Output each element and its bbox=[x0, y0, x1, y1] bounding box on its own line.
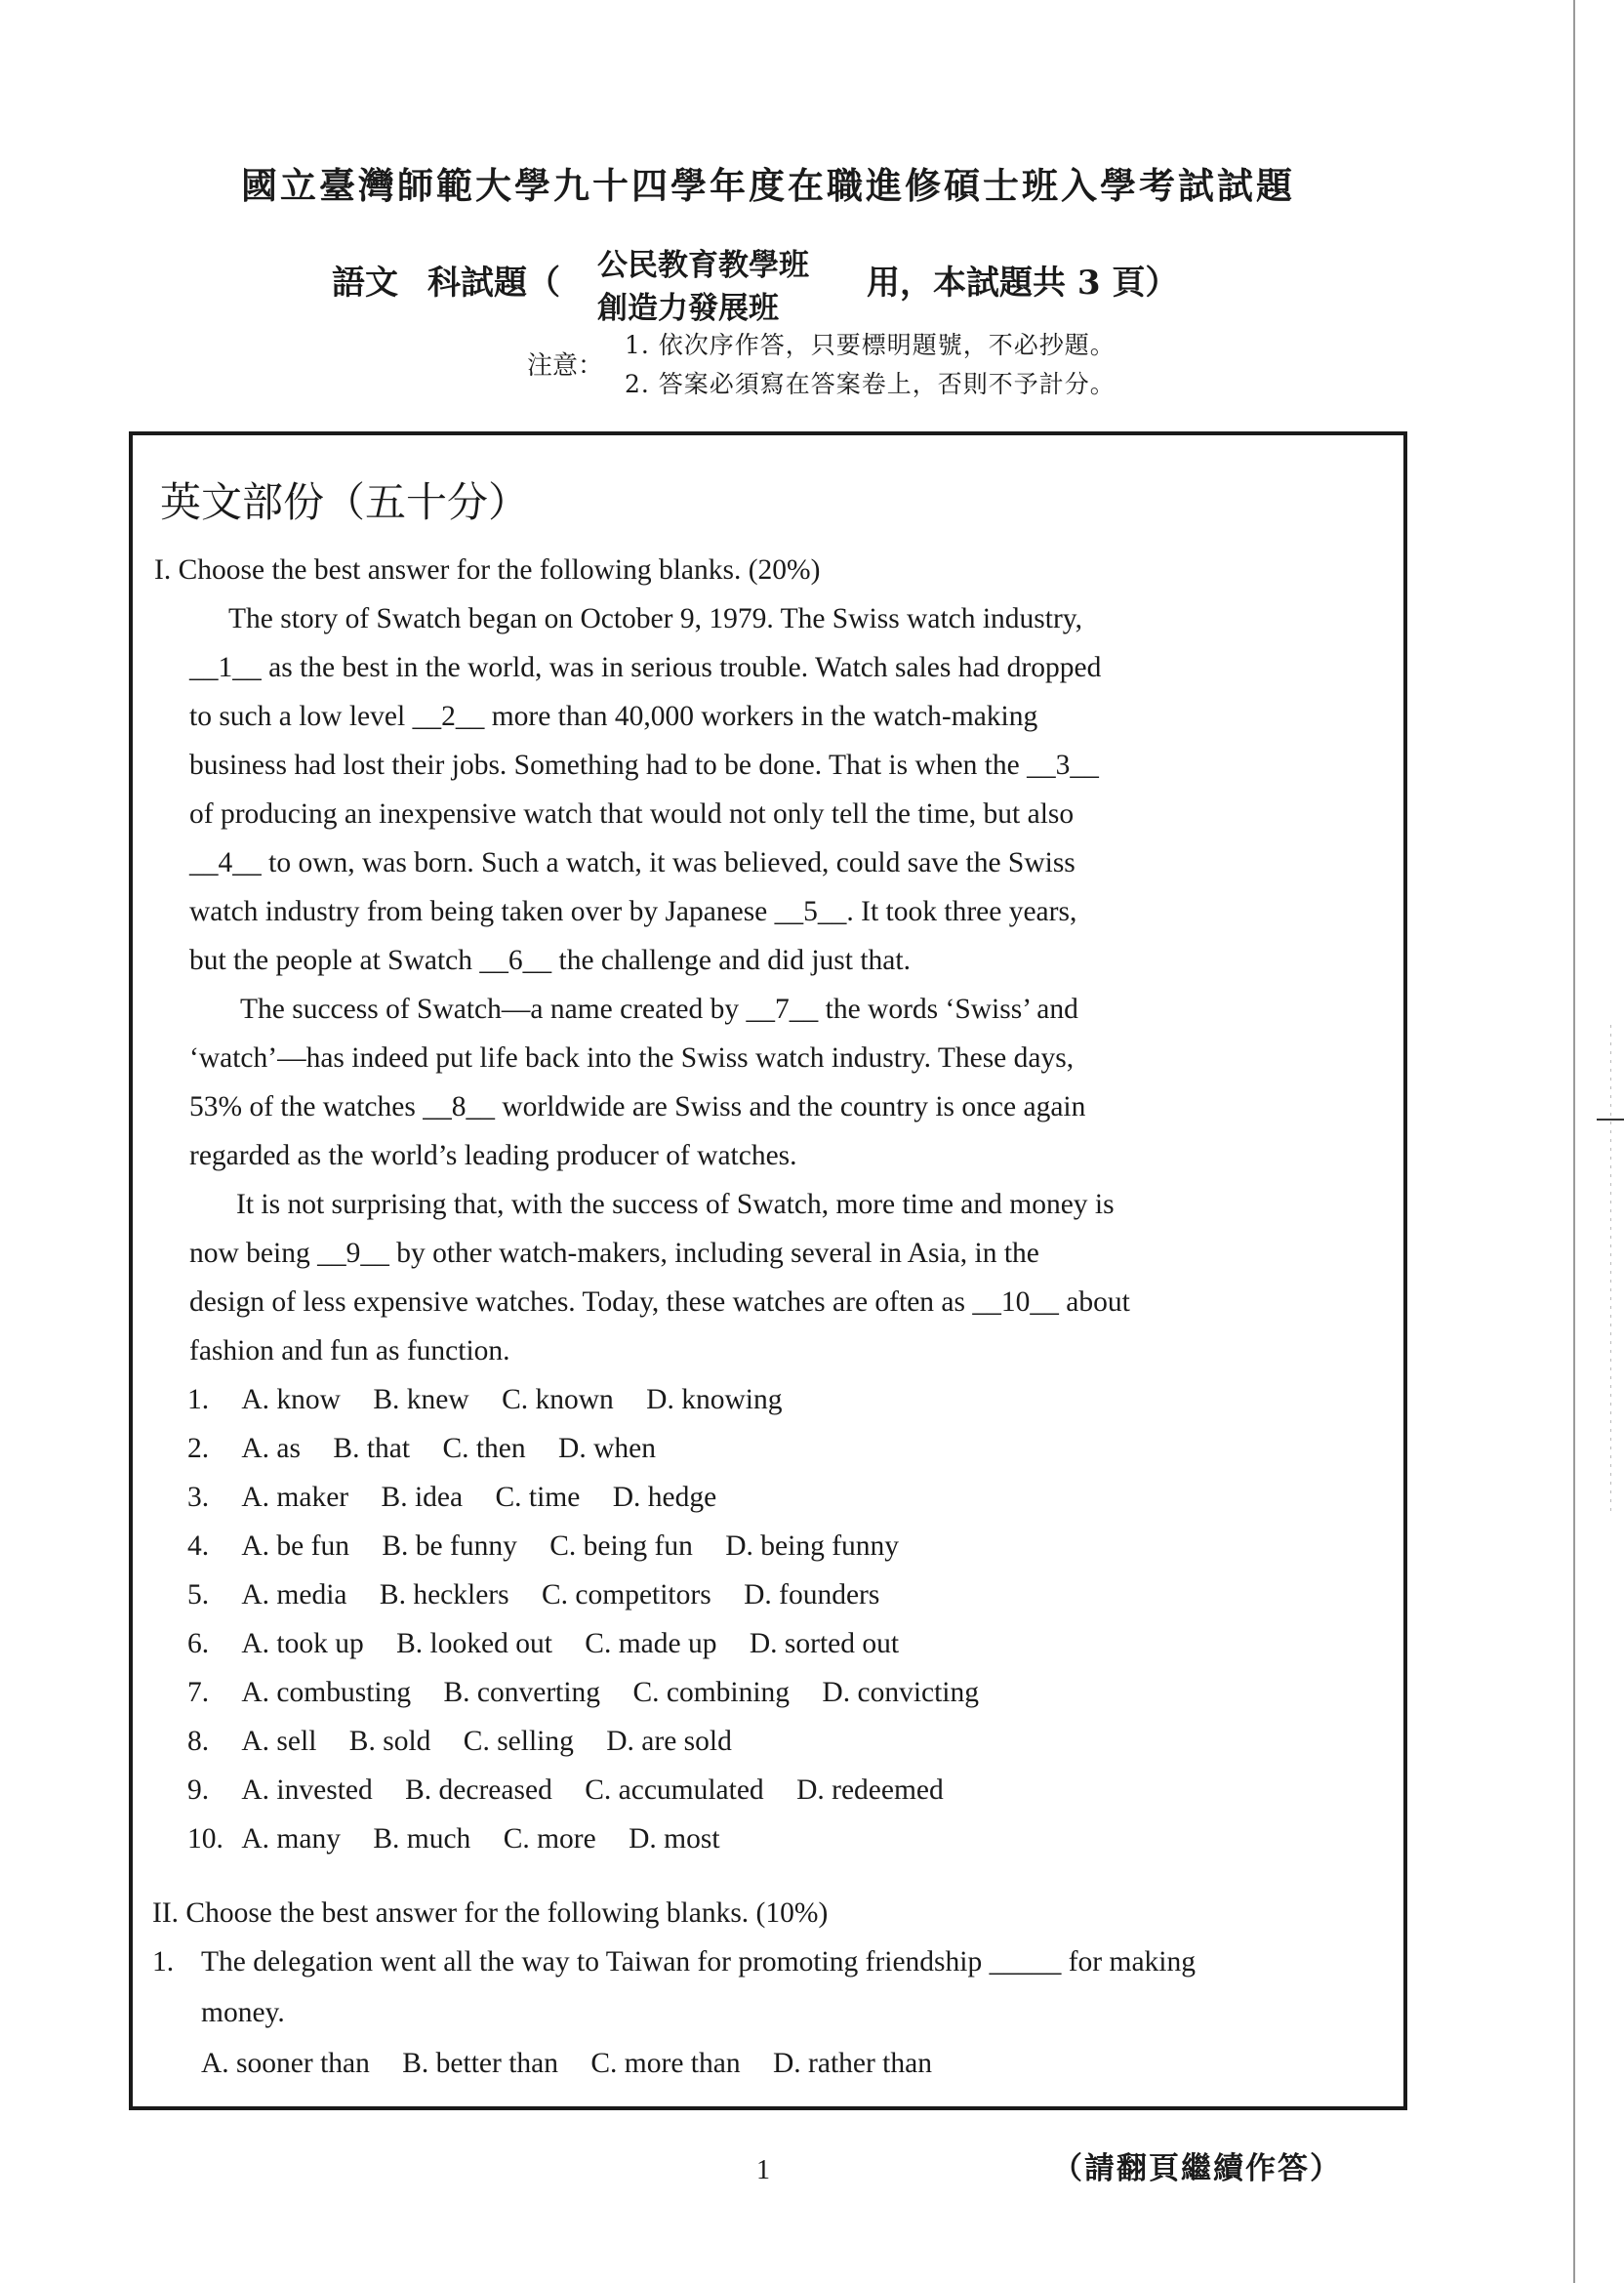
exam-title: 國立臺灣師範大學九十四學年度在職進修碩士班入學考試試題 bbox=[241, 164, 1295, 207]
option-b: B. decreased bbox=[405, 1774, 552, 1806]
passage-line: now being __9__ by other watch-makers, including several in Asia, in the bbox=[189, 1238, 1039, 1269]
option-a: A. combusting bbox=[241, 1677, 412, 1708]
option-c: C. being fun bbox=[549, 1530, 693, 1562]
question-row bbox=[187, 1823, 746, 1855]
question-row bbox=[187, 1384, 807, 1416]
section-heading: 英文部份（五十分） bbox=[160, 478, 530, 526]
question-number: 6. bbox=[187, 1628, 210, 1659]
passage-line: __4__ to own, was born. Such a watch, it was believed, could save the Swiss bbox=[189, 847, 1076, 878]
option-d: D. when bbox=[558, 1433, 656, 1464]
option-a: A. sell bbox=[241, 1726, 317, 1757]
passage-line: 53% of the watches __8__ worldwide are Swiss and the country is once again bbox=[189, 1091, 1086, 1122]
option-c: C. more than bbox=[590, 2048, 741, 2079]
part2-instruction: II. Choose the best answer for the following blanks. (10%) bbox=[152, 1897, 829, 1929]
subject-prefix: 科試題（ bbox=[427, 264, 560, 303]
question-number: 4. bbox=[187, 1530, 210, 1562]
passage-line: business had lost their jobs. Something had to be done. That is when the __3__ bbox=[189, 750, 1099, 781]
passage-line: It is not surprising that, with the success of Swatch, more time and money is bbox=[236, 1189, 1115, 1220]
option-d: D. knowing bbox=[646, 1384, 783, 1415]
option-c: C. time bbox=[495, 1482, 581, 1513]
notes-label: 注意： bbox=[527, 351, 604, 381]
question-row bbox=[187, 1726, 757, 1758]
page-number: 1 bbox=[756, 2155, 770, 2185]
option-a: A. know bbox=[241, 1384, 341, 1415]
continue-note: （請翻頁繼續作答） bbox=[1052, 2151, 1342, 2186]
question-row bbox=[187, 1628, 924, 1660]
note-item: 1. 依次序作答，只要標明題號，不必抄題。 bbox=[625, 331, 1116, 359]
option-c: C. more bbox=[503, 1823, 596, 1855]
class-name-2: 創造力發展班 bbox=[597, 291, 779, 326]
option-a: A. many bbox=[241, 1823, 341, 1855]
question-number: 7. bbox=[187, 1677, 210, 1708]
question-number: 9. bbox=[187, 1774, 210, 1806]
scan-edge-line bbox=[1573, 0, 1575, 2283]
option-d: D. convicting bbox=[822, 1677, 980, 1708]
passage-line: regarded as the world’s leading producer of watches. bbox=[189, 1140, 797, 1171]
class-name-1: 公民教育教學班 bbox=[597, 248, 809, 283]
option-c: C. then bbox=[442, 1433, 526, 1464]
question-row bbox=[187, 1774, 969, 1807]
option-a: A. maker bbox=[241, 1482, 349, 1513]
passage-line: of producing an inexpensive watch that would not only tell the time, but also bbox=[189, 798, 1075, 830]
question-text: The delegation went all the way to Taiwan for promoting friendship _____ for making bbox=[201, 1946, 1196, 1977]
option-d: D. rather than bbox=[772, 2048, 932, 2079]
option-d: D. sorted out bbox=[749, 1628, 900, 1659]
option-b: B. idea bbox=[381, 1482, 464, 1513]
option-c: C. accumulated bbox=[585, 1774, 764, 1806]
question-row bbox=[187, 1482, 742, 1514]
option-b: B. converting bbox=[443, 1677, 601, 1708]
option-a: A. as bbox=[241, 1433, 302, 1464]
option-c: C. known bbox=[502, 1384, 614, 1415]
passage-line: fashion and fun as function. bbox=[189, 1335, 510, 1366]
option-b: B. knew bbox=[373, 1384, 469, 1415]
option-a: A. sooner than bbox=[201, 2048, 370, 2079]
passage-line: design of less expensive watches. Today, these watches are often as __10__ about bbox=[189, 1286, 1130, 1318]
option-b: B. much bbox=[373, 1823, 471, 1855]
option-c: C. selling bbox=[463, 1726, 574, 1757]
option-d: D. being funny bbox=[725, 1530, 900, 1562]
option-a: A. be fun bbox=[241, 1530, 349, 1562]
passage-line: but the people at Swatch __6__ the challenge and did just that. bbox=[189, 945, 911, 976]
passage-line: The success of Swatch—a name created by __7__ the words ‘Swiss’ and bbox=[240, 994, 1078, 1025]
option-b: B. be funny bbox=[382, 1530, 517, 1562]
option-b: B. that bbox=[333, 1433, 411, 1464]
option-a: A. took up bbox=[241, 1628, 364, 1659]
part1-instruction: I. Choose the best answer for the following blanks. (20%) bbox=[154, 554, 821, 586]
subject-suffix: 用，本試題共 3 頁） bbox=[867, 264, 1179, 303]
option-d: D. founders bbox=[744, 1579, 880, 1610]
passage-line: __1__ as the best in the world, was in serious trouble. Watch sales had dropped bbox=[189, 652, 1102, 683]
option-c: C. combining bbox=[632, 1677, 791, 1708]
option-b: B. better than bbox=[402, 2048, 558, 2079]
question-number: 5. bbox=[187, 1579, 210, 1610]
question-row bbox=[187, 1579, 905, 1611]
notes-list bbox=[625, 326, 1116, 404]
option-b: B. hecklers bbox=[379, 1579, 509, 1610]
passage-line: to such a low level __2__ more than 40,000 workers in the watch-making bbox=[189, 701, 1038, 732]
option-d: D. hedge bbox=[612, 1482, 717, 1513]
subject-name: 語文 bbox=[332, 264, 398, 303]
option-d: D. most bbox=[629, 1823, 720, 1855]
question-number: 10. bbox=[187, 1823, 223, 1855]
passage-line: The story of Swatch began on October 9, 1979. The Swiss watch industry, bbox=[228, 603, 1083, 634]
option-a: A. media bbox=[241, 1579, 347, 1610]
question-row bbox=[187, 1433, 681, 1465]
question-number: 8. bbox=[187, 1726, 210, 1757]
question-number: 3. bbox=[187, 1482, 210, 1513]
exam-content-box bbox=[129, 431, 1407, 2110]
question-row bbox=[187, 1677, 1004, 1709]
option-d: D. are sold bbox=[606, 1726, 732, 1757]
passage-line: watch industry from being taken over by Japanese __5__. It took three years, bbox=[189, 896, 1077, 927]
option-a: A. invested bbox=[241, 1774, 373, 1806]
question-row bbox=[187, 1530, 924, 1563]
question-number: 2. bbox=[187, 1433, 210, 1464]
note-item: 2. 答案必須寫在答案卷上，否則不予計分。 bbox=[625, 370, 1116, 398]
question-text: money. bbox=[201, 1997, 285, 2028]
question-number: 1. bbox=[187, 1384, 210, 1415]
question-options bbox=[201, 2048, 957, 2080]
option-d: D. redeemed bbox=[796, 1774, 944, 1806]
option-c: C. competitors bbox=[541, 1579, 711, 1610]
option-b: B. sold bbox=[348, 1726, 431, 1757]
question-number: 1. bbox=[152, 1946, 175, 1977]
passage-line: ‘watch’—has indeed put life back into the Swiss watch industry. These days, bbox=[189, 1042, 1075, 1074]
scan-edge-speckle bbox=[1610, 1025, 1611, 1513]
option-c: C. made up bbox=[585, 1628, 717, 1659]
option-b: B. looked out bbox=[396, 1628, 552, 1659]
